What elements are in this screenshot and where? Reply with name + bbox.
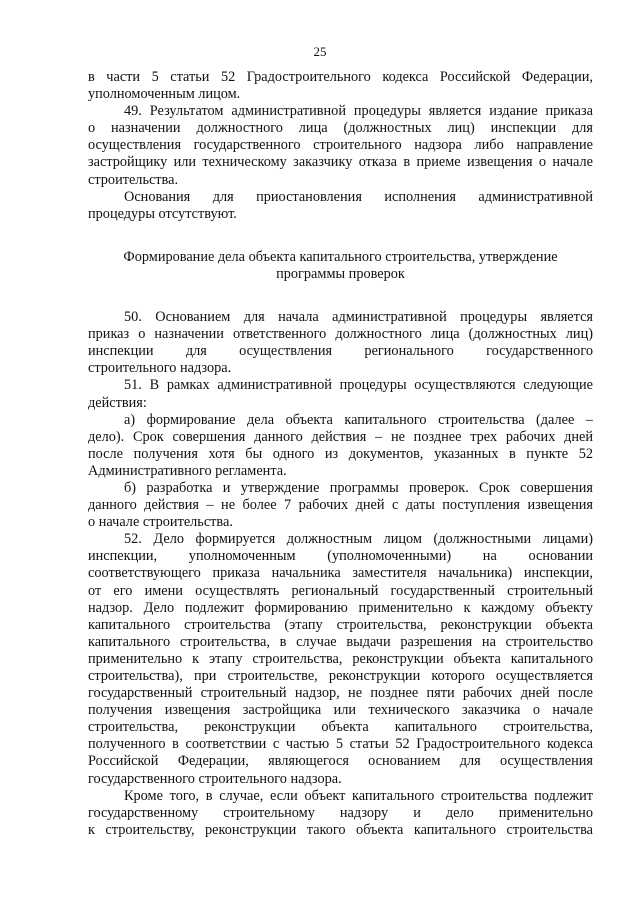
text-line: 52. Дело формируется должностным лицом (должностными лицами) [124,531,593,548]
section-heading [88,249,593,283]
text-line: Российской Федерации, являющегося основанием для осуществления [88,753,593,770]
heading-line: Формирование дела объекта капитального строительства, утверждение [123,248,558,265]
text-line: полученного в соответствии с частью 5 статьи 52 Градостроительного кодекса [88,736,593,753]
text-line: действия: [88,394,147,411]
text-line: 50. Основанием для начала административной процедуры является [124,309,593,326]
text-line: застройщику или техническому заказчику отказа в приеме извещения о начале [88,154,593,171]
text-line: Кроме того, в случае, если объект капитального строительства подлежит [124,787,593,804]
text-line: инспекции, уполномоченным (уполномоченными) на основании [88,548,593,565]
paragraph-continuation [88,69,593,103]
text-line: осуществления государственного строительного надзора либо направление [88,137,593,154]
text-line: к строительству, реконструкции такого объекта капитального строительства [88,821,593,838]
text-line: строительства, реконструкции объекта капитального строительства, [88,719,593,736]
page-number: 25 [313,44,327,59]
text-line: после получения хотя бы одного из документов, указанных в пункте 52 [88,445,593,462]
paragraph-51a [88,412,593,480]
text-line: Основания для приостановления исполнения административной [124,188,593,205]
paragraph-suspension [88,189,593,223]
paragraph-moreover [88,788,593,839]
text-line: строительного надзора. [88,360,232,377]
text-line: соответствующего приказа начальника заместителя начальника) инспекции, [88,565,593,582]
text-line: данного действия – не более 7 рабочих дней с даты поступления извещения [88,497,593,514]
text-line: государственному строительному надзору и дело применительно [88,804,593,821]
text-line: уполномоченным лицом. [88,86,241,103]
text-line: капитального строительства, в случае выдачи разрешения на строительство [88,633,593,650]
paragraph-51b [88,480,593,531]
text-line: 49. Результатом административной процедуры является издание приказа [124,103,593,120]
paragraph-52 [88,531,593,787]
text-line: строительства), при строительстве, реконструкции которого осуществляется [88,668,593,684]
text-line: применительно к этапу строительства, реконструкции объекта капитального [88,650,593,667]
text-line: капитального строительства (этапу строительства, реконструкции объекта [88,616,593,633]
paragraph-51 [88,377,593,411]
text-line: строительства. [88,171,179,188]
text-line: государственного строительного надзора. [88,770,342,787]
text-line: а) формирование дела объекта капитального строительства (далее – [124,411,593,428]
document-body [88,69,593,839]
text-line: государственный строительный надзор, не позднее пяти рабочих дней после [88,685,593,702]
text-line: в части 5 статьи 52 Градостроительного кодекса Российской Федерации, [88,69,593,85]
text-line: 51. В рамках административной процедуры осуществляются следующие [124,377,593,394]
text-line: Административного регламента. [88,462,287,479]
text-line: приказ о назначении ответственного должностного лица (должностных лиц) [88,326,593,343]
heading-line: программы проверок [276,265,405,282]
text-line: процедуры отсутствуют. [88,205,237,222]
text-line: б) разработка и утверждение программы проверок. Срок совершения [124,479,593,496]
paragraph-49 [88,103,593,188]
text-line: дело). Срок совершения данного действия – не позднее трех рабочих дней [88,428,593,445]
paragraph-50 [88,309,593,377]
text-line: о назначении должностного лица (должностных лиц) инспекции для [88,120,593,137]
text-line: о начале строительства. [88,514,233,531]
text-line: надзор. Дело подлежит формированию применительно к каждому объекту [88,599,593,616]
text-line: инспекции для осуществления регионального государственного [88,343,593,360]
text-line: от его имени осуществлять региональный государственный строительный [88,582,593,599]
text-line: получения извещения застройщика или технического заказчика о начале [88,702,593,719]
